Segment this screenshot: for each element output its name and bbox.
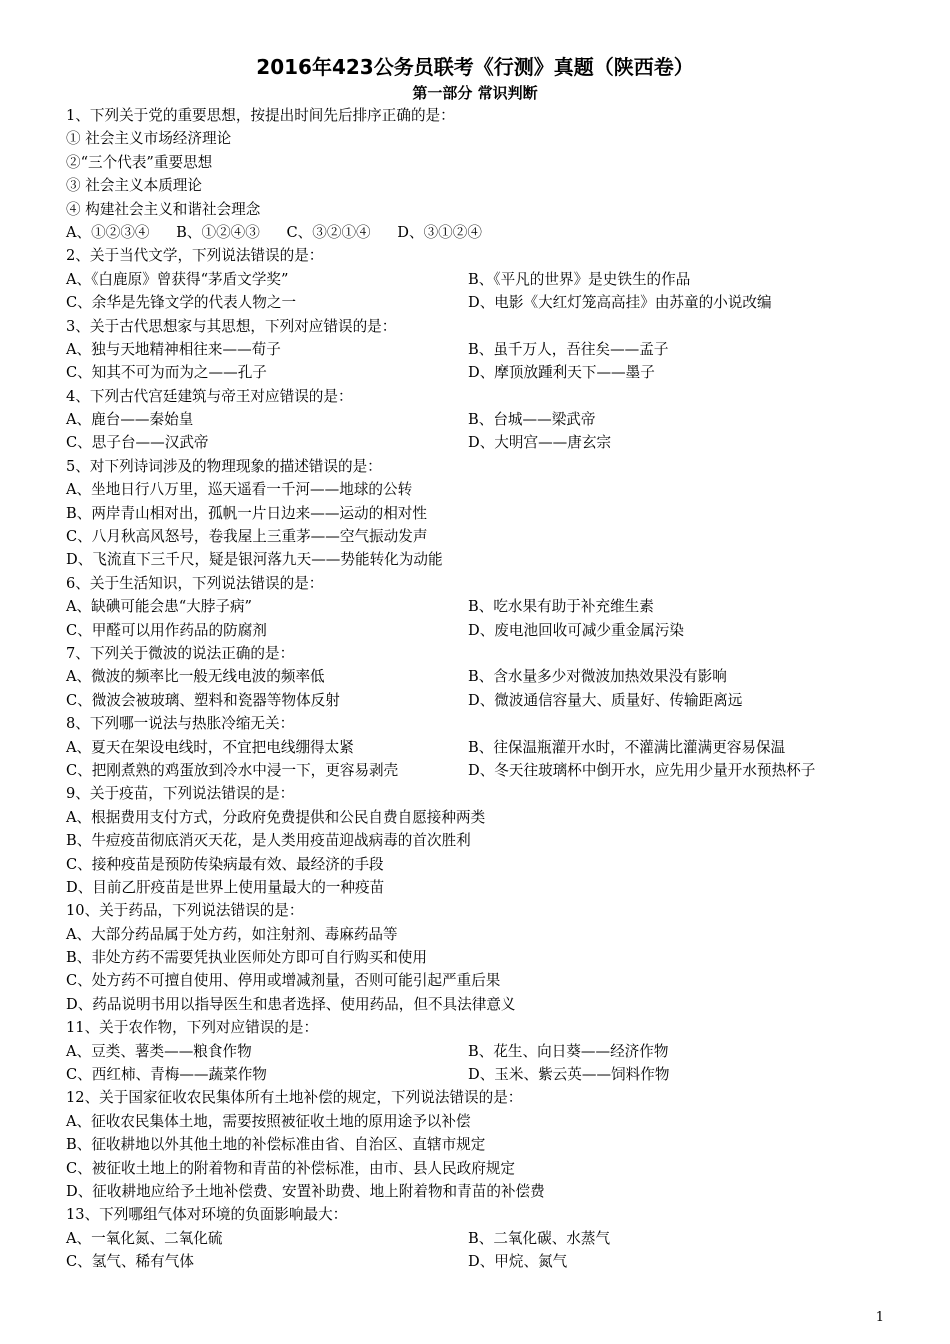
option-c: C、八月秋高风怒号，卷我屋上三重茅——空气振动发声 (66, 528, 428, 546)
option-a: A、大部分药品属于处方药，如注射剂、毒麻药品等 (66, 925, 398, 943)
question-11-options-row (66, 1063, 886, 1086)
question-7-stem: 7、下列关于微波的说法正确的是： (66, 644, 295, 662)
question-3-options-row (66, 338, 886, 361)
question-8-stem: 8、下列哪一说法与热胀冷缩无关： (66, 715, 295, 733)
option-d: D、目前乙肝疫苗是世界上使用量最大的一种疫苗 (66, 878, 385, 896)
question-8-options-row (66, 759, 886, 782)
option-c: C、西红柿、青梅——蔬菜作物 (66, 1066, 267, 1084)
question-13-options-row (66, 1250, 886, 1273)
section-heading: 第一部分 常识判断 (412, 84, 538, 102)
option-c: C、接种疫苗是预防传染病最有效、最经济的手段 (66, 855, 384, 873)
option-b: B、两岸青山相对出，孤帆一片日边来——运动的相对性 (66, 504, 427, 522)
question-list (66, 104, 886, 1274)
option-d: D、摩顶放踵利天下——墨子 (468, 364, 655, 382)
option-d: D、大明宫——唐玄宗 (468, 434, 612, 452)
option-d: D、药品说明书用以指导医生和患者选择、使用药品，但不具法律意义 (66, 995, 516, 1013)
question-2-options-row (66, 291, 886, 314)
question-4-options-row (66, 431, 886, 454)
question-4-options-row (66, 408, 886, 431)
page-number: 1 (875, 1310, 884, 1325)
option-b: B、花生、向日葵——经济作物 (468, 1042, 669, 1060)
question-4-stem: 4、下列古代宫廷建筑与帝王对应错误的是： (66, 387, 353, 405)
option-c: C、处方药不可擅自使用、停用或增减剂量，否则可能引起严重后果 (66, 972, 501, 990)
question-13-stem: 13、下列哪组气体对环境的负面影响最大： (66, 1206, 348, 1224)
option-c: C、微波会被玻璃、塑料和瓷器等物体反射 (66, 691, 340, 709)
option-d: D、玉米、紫云英——饲料作物 (468, 1066, 670, 1084)
option-a: A、①②③④ (66, 223, 150, 241)
option-a: A、独与天地精神相往来——荀子 (66, 340, 281, 358)
option-c: C、把刚煮熟的鸡蛋放到冷水中浸一下，更容易剥壳 (66, 761, 399, 779)
question-6-stem: 6、关于生活知识，下列说法错误的是： (66, 574, 324, 592)
option-a: A、缺碘可能会患“大脖子病” (66, 598, 252, 616)
option-a: A、鹿台——秦始皇 (66, 411, 194, 429)
option-b: B、含水量多少对微波加热效果没有影响 (468, 668, 727, 686)
option-c: C、余华是先锋文学的代表人物之一 (66, 294, 297, 312)
option-d: D、甲烷、氮气 (468, 1253, 568, 1271)
question-1-item: ②“三个代表”重要思想 (66, 153, 213, 171)
option-b: B、吃水果有助于补充维生素 (468, 598, 654, 616)
question-6-options-row (66, 595, 886, 618)
question-7-options-row (66, 665, 886, 688)
question-7-options-row (66, 689, 886, 712)
option-a: A、一氧化氮、二氧化硫 (66, 1229, 223, 1247)
option-c: C、被征收土地上的附着物和青苗的补偿标准，由市、县人民政府规定 (66, 1159, 515, 1177)
option-c: C、氢气、稀有气体 (66, 1253, 194, 1271)
question-12-stem: 12、关于国家征收农民集体所有土地补偿的规定，下列说法错误的是： (66, 1089, 523, 1107)
question-6-options-row (66, 619, 886, 642)
question-1-item: ① 社会主义市场经济理论 (66, 130, 232, 148)
question-10-stem: 10、关于药品，下列说法错误的是： (66, 902, 304, 920)
option-d: D、电影《大红灯笼高高挂》由苏童的小说改编 (468, 294, 772, 312)
option-a: A、坐地日行八万里，巡天遥看一千河——地球的公转 (66, 481, 413, 499)
option-d: D、冬天往玻璃杯中倒开水，应先用少量开水预热杯子 (468, 761, 816, 779)
option-b: B、征收耕地以外其他土地的补偿标准由省、自治区、直辖市规定 (66, 1136, 486, 1154)
option-a: A、微波的频率比一般无线电波的频率低 (66, 668, 325, 686)
option-a: A、征收农民集体土地，需要按照被征收土地的原用途予以补偿 (66, 1112, 471, 1130)
question-2-options-row (66, 268, 886, 291)
option-d: D、飞流直下三千尺，疑是银河落九天——势能转化为动能 (66, 551, 443, 569)
question-11-options-row (66, 1040, 886, 1063)
question-11-stem: 11、关于农作物，下列对应错误的是： (66, 1019, 319, 1037)
option-d: D、废电池回收可减少重金属污染 (468, 621, 685, 639)
question-1-item: ④ 构建社会主义和谐社会理念 (66, 200, 261, 218)
question-2-stem: 2、关于当代文学，下列说法错误的是： (66, 247, 324, 265)
question-8-options-row (66, 736, 886, 759)
option-d: D、征收耕地应给予土地补偿费、安置补助费、地上附着物和青苗的补偿费 (66, 1182, 545, 1200)
option-a: A、豆类、薯类——粮食作物 (66, 1042, 252, 1060)
option-b: B、牛痘疫苗彻底消灭天花，是人类用疫苗迎战病毒的首次胜利 (66, 832, 471, 850)
question-1-item: ③ 社会主义本质理论 (66, 177, 202, 195)
option-b: B、《平凡的世界》是史铁生的作品 (468, 270, 691, 288)
option-b: B、二氧化碳、水蒸气 (468, 1229, 611, 1247)
option-b: B、台城——梁武帝 (468, 411, 596, 429)
option-a: A、《白鹿原》曾获得“茅盾文学奖” (66, 270, 289, 288)
option-b: B、①②④③ (176, 223, 260, 241)
question-1-options (66, 221, 886, 244)
option-a: A、夏天在架设电线时，不宜把电线绷得太紧 (66, 738, 354, 756)
option-d: D、③①②④ (397, 223, 482, 241)
option-c: C、③②①④ (286, 223, 371, 241)
question-3-options-row (66, 361, 886, 384)
option-c: C、知其不可为而为之——孔子 (66, 364, 267, 382)
option-b: B、往保温瓶灌开水时，不灌满比灌满更容易保温 (468, 738, 786, 756)
question-3-stem: 3、关于古代思想家与其思想，下列对应错误的是： (66, 317, 397, 335)
question-5-stem: 5、对下列诗词涉及的物理现象的描述错误的是： (66, 457, 382, 475)
question-9-stem: 9、关于疫苗，下列说法错误的是： (66, 785, 295, 803)
option-d: D、微波通信容量大、质量好、传输距离远 (468, 691, 743, 709)
option-b: B、虽千万人，吾往矣——孟子 (468, 340, 669, 358)
question-1-stem: 1、下列关于党的重要思想，按提出时间先后排序正确的是： (66, 107, 455, 124)
document-title: 2016年423公务员联考《行测》真题（陕西卷） (256, 55, 694, 79)
option-a: A、根据费用支付方式，分政府免费提供和公民自费自愿接种两类 (66, 808, 486, 826)
option-c: C、思子台——汉武帝 (66, 434, 209, 452)
option-b: B、非处方药不需要凭执业医师处方即可自行购买和使用 (66, 949, 427, 967)
option-c: C、甲醛可以用作药品的防腐剂 (66, 621, 267, 639)
question-13-options-row (66, 1227, 886, 1250)
